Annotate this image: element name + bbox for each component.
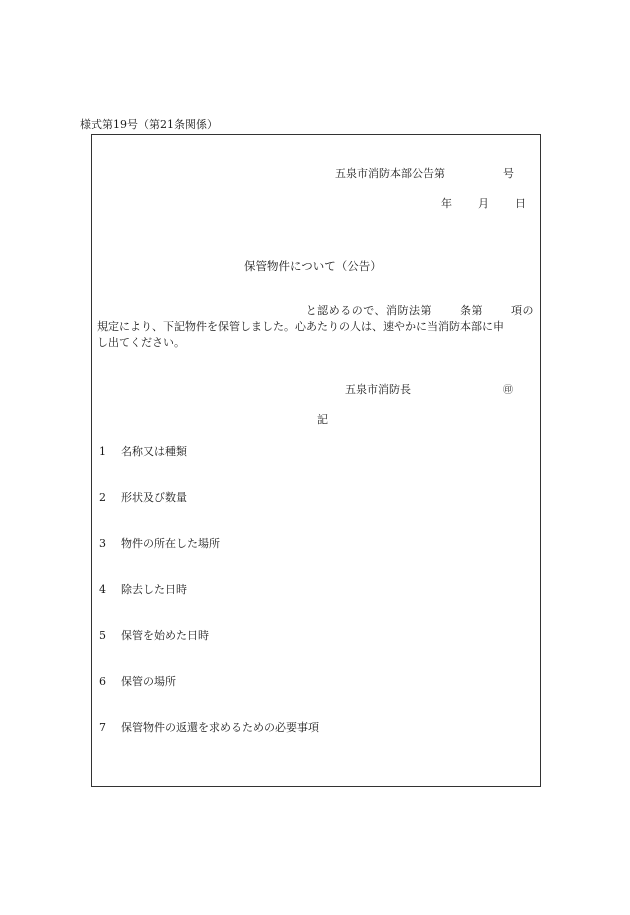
notice-number-suffix: 号 (503, 167, 514, 180)
date-month: 月 (478, 197, 489, 210)
ki-heading: 記 (317, 413, 328, 426)
list-item: 4 除去した日時 (99, 583, 187, 596)
body-line-1-c: 項の (511, 304, 534, 317)
notice-frame (91, 134, 541, 787)
notice-number-prefix: 五泉市消防本部公告第 (335, 167, 445, 180)
body-line-3: し出てください。 (97, 336, 185, 349)
seal-icon: ㊞ (503, 385, 513, 396)
list-item: 6 保管の場所 (99, 675, 176, 688)
list-item: 7 保管物件の返還を求めるための必要事項 (99, 721, 319, 734)
body-line-2: 規定により、下記物件を保管しました。心あたりの人は、速やかに当消防本部に申 (97, 320, 504, 333)
chief-title: 五泉市消防長 (345, 383, 411, 396)
notice-date (441, 197, 526, 211)
list-item: 2 形状及び数量 (99, 491, 187, 504)
list-item: 1 名称又は種類 (99, 445, 187, 458)
form-label: 様式第19号（第21条関係） (80, 118, 218, 131)
list-item: 3 物件の所在した場所 (99, 537, 220, 550)
notice-title: 保管物件について（公告） (244, 259, 382, 273)
date-year: 年 (441, 197, 452, 210)
notice-number (335, 167, 514, 181)
notice-body (97, 303, 534, 351)
body-line-1-b: 条第 (460, 304, 483, 317)
body-line-1-a: と認めるので、消防法第 (305, 304, 432, 317)
list-item: 5 保管を始めた日時 (99, 629, 209, 642)
body-line-1 (97, 303, 534, 319)
signature-line (345, 383, 513, 398)
date-day: 日 (515, 197, 526, 210)
